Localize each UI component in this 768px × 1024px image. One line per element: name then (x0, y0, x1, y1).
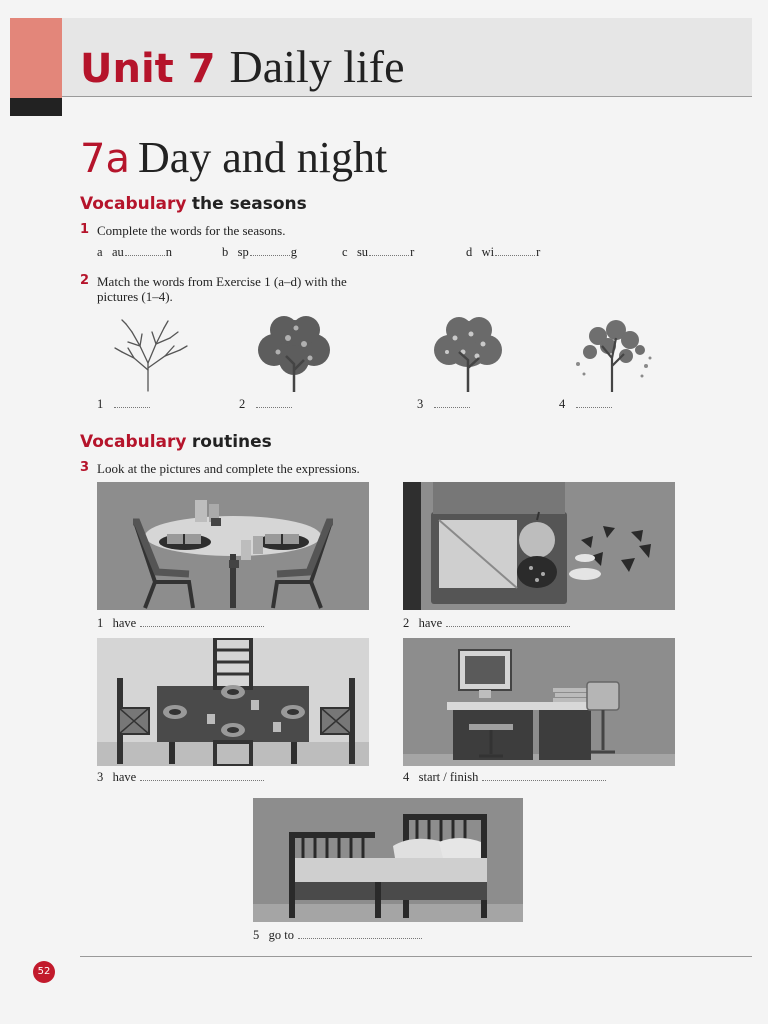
answer-blank[interactable] (369, 254, 409, 256)
section-keyword: Vocabulary (80, 194, 187, 214)
unit-tab-accent (10, 18, 62, 98)
answer-blank[interactable] (298, 937, 422, 939)
spring-tree-image (425, 316, 511, 394)
bed-picture (253, 798, 523, 922)
unit-label: Unit 7 (80, 46, 216, 92)
picture-label-1: 1 (97, 397, 151, 412)
answer-blank[interactable] (256, 406, 292, 408)
unit-tab-dark (10, 98, 62, 116)
picture-label-2: 2 (239, 397, 293, 412)
picture-label-4: 4 (559, 397, 613, 412)
page-number-badge: 52 (33, 961, 55, 983)
season-item-a: a au n (97, 245, 172, 259)
unit-name: Daily life (229, 41, 405, 92)
routine-item-4: 4 start / finish (403, 770, 607, 785)
dinner-picture (97, 638, 369, 766)
answer-blank[interactable] (114, 406, 150, 408)
summer-tree-image (248, 314, 340, 394)
routine-item-2: 2 have (403, 616, 571, 631)
autumn-tree-image (568, 316, 656, 394)
season-item-b: b sp g (222, 245, 297, 259)
exercise-number: 1 (80, 222, 90, 237)
exercise-instruction-line2: pictures (1–4). (97, 289, 173, 304)
lunchbox-picture (403, 482, 675, 610)
routine-item-5: 5 go to (253, 928, 423, 943)
answer-blank[interactable] (140, 625, 264, 627)
section-heading-seasons (80, 194, 307, 214)
routine-item-3: 3 have (97, 770, 265, 785)
answer-blank[interactable] (482, 779, 606, 781)
season-item-d: d wi r (466, 245, 541, 259)
footer-divider (80, 956, 752, 957)
answer-blank[interactable] (125, 254, 165, 256)
routine-item-1: 1 have (97, 616, 265, 631)
answer-blank[interactable] (140, 779, 264, 781)
season-item-c: c su r (342, 245, 415, 259)
answer-blank[interactable] (250, 254, 290, 256)
section-topic: the seasons (191, 194, 307, 214)
answer-blank[interactable] (434, 406, 470, 408)
answer-blank[interactable] (495, 254, 535, 256)
breakfast-picture (97, 482, 369, 610)
lesson-title (80, 132, 387, 183)
bare-tree-image (110, 318, 190, 393)
lesson-name: Day and night (137, 133, 388, 182)
section-topic: routines (191, 432, 272, 452)
exercise-instruction: Look at the pictures and complete the expressions. (97, 461, 360, 476)
section-heading-routines (80, 432, 272, 452)
section-keyword: Vocabulary (80, 432, 187, 452)
unit-title (80, 40, 405, 93)
exercise-instruction-line1: Match the words from Exercise 1 (a–d) with the (97, 274, 347, 289)
exercise-number: 2 (80, 273, 90, 288)
exercise-instruction: Complete the words for the seasons. (97, 223, 286, 238)
exercise-number: 3 (80, 460, 90, 475)
desk-picture (403, 638, 675, 766)
answer-blank[interactable] (446, 625, 570, 627)
answer-blank[interactable] (576, 406, 612, 408)
lesson-number: 7a (80, 136, 130, 182)
picture-label-3: 3 (417, 397, 471, 412)
